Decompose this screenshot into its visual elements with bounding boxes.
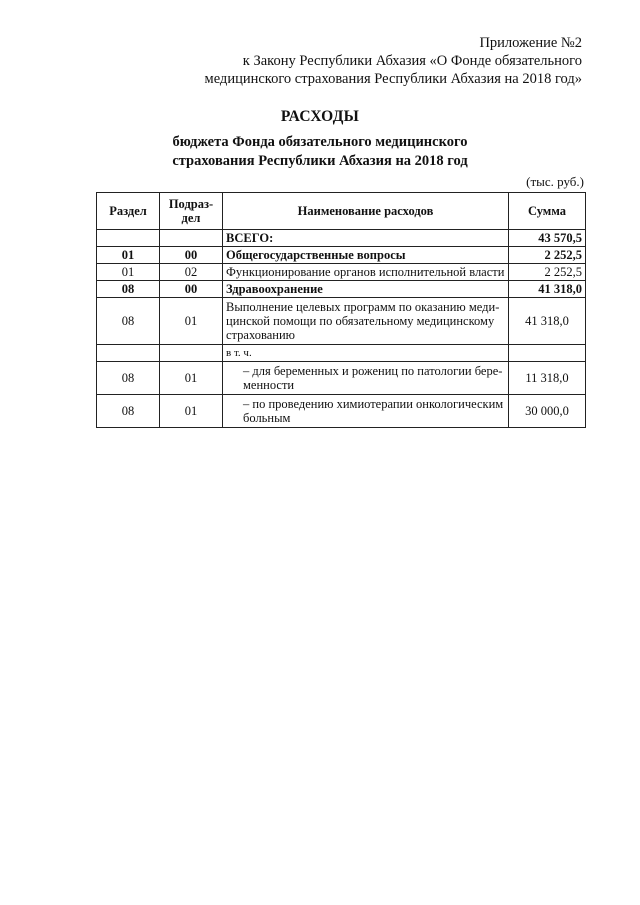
appendix-number: Приложение №2 (479, 35, 582, 51)
header-section: Раздел (97, 193, 160, 230)
row-name: Здравоохранение (223, 281, 509, 298)
row-name: в т. ч. (223, 345, 509, 362)
row-amount: 41 318,0 (509, 298, 586, 345)
appendix-law-line: к Закону Республики Абхазия «О Фонде обязательного (242, 53, 582, 69)
table-row (97, 298, 586, 345)
table-header-row (97, 193, 586, 230)
appendix-law-line-2: медицинского страхования Республики Абхазия на 2018 год» (204, 71, 582, 87)
subtitle-line-1: бюджета Фонда обязательного медицинского (172, 134, 468, 150)
row-subsection (160, 345, 223, 362)
document-title: РАСХОДЫ (280, 108, 360, 125)
row-section (97, 230, 160, 247)
row-section: 08 (97, 298, 160, 345)
row-name: ВСЕГО: (223, 230, 509, 247)
row-section: 08 (97, 395, 160, 428)
row-amount: 41 318,0 (509, 281, 586, 298)
header-subsection (160, 193, 223, 230)
expenses-table (96, 192, 586, 428)
table-row-total (97, 230, 586, 247)
table-row (97, 281, 586, 298)
row-section: 01 (97, 264, 160, 281)
row-section: 08 (97, 281, 160, 298)
table-row (97, 362, 586, 395)
row-name: – для беременных и рожениц по патологии бере-менности (223, 362, 509, 395)
row-amount: 43 570,5 (509, 230, 586, 247)
row-subsection: 01 (160, 298, 223, 345)
table-row (97, 247, 586, 264)
row-subsection: 01 (160, 362, 223, 395)
row-amount (509, 345, 586, 362)
row-name: Функционирование органов исполнительной власти (223, 264, 509, 281)
row-section: 08 (97, 362, 160, 395)
appendix-header (205, 34, 582, 88)
row-subsection: 02 (160, 264, 223, 281)
units-label: (тыс. руб.) (526, 174, 584, 189)
header-name: Наименование расходов (223, 193, 509, 230)
row-amount: 2 252,5 (509, 247, 586, 264)
row-name: Выполнение целевых программ по оказанию меди-цинской помощи по обязательному медицинскому страхованию (223, 298, 509, 345)
table-row-subheading (97, 345, 586, 362)
header-amount: Сумма (509, 193, 586, 230)
table-row (97, 395, 586, 428)
row-section (97, 345, 160, 362)
subtitle-line-2: страхования Республики Абхазия на 2018 год (172, 153, 468, 169)
row-amount: 2 252,5 (509, 264, 586, 281)
row-subsection: 01 (160, 395, 223, 428)
row-section: 01 (97, 247, 160, 264)
row-subsection: 00 (160, 281, 223, 298)
row-amount: 11 318,0 (509, 362, 586, 395)
row-amount: 30 000,0 (509, 395, 586, 428)
header-subsection-line-2: дел (181, 211, 201, 225)
document-subtitle (0, 133, 640, 171)
row-name: – по проведению химиотерапии онкологическим больным (223, 395, 509, 428)
row-subsection (160, 230, 223, 247)
header-subsection-line-1: Подраз- (168, 197, 214, 211)
row-name: Общегосударственные вопросы (223, 247, 509, 264)
table-row (97, 264, 586, 281)
row-subsection: 00 (160, 247, 223, 264)
